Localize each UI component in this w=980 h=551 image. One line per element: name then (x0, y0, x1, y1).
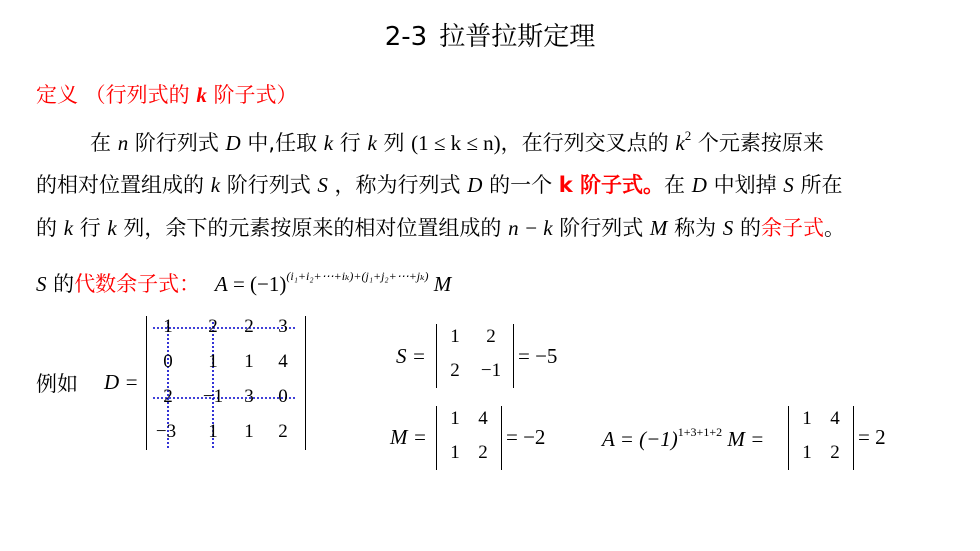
definition-heading-text-a: 定义 （行列式的 (36, 83, 197, 107)
definition-line-3 (36, 212, 845, 242)
definition-heading (36, 79, 298, 109)
var-k: k (107, 216, 117, 240)
text: 的一个 (482, 173, 559, 197)
algebraic-cofactor-term: 代数余子式： (74, 272, 201, 296)
text: 阶行列式 (220, 173, 318, 197)
text: 阶行列式 (128, 131, 226, 155)
matrix-cell: 2 (486, 326, 496, 347)
formula-exponent: (i₁+i₂+⋯+iₖ)+(j₁+j₂+⋯+jₖ) (286, 269, 429, 283)
definition-heading-text-b: 阶子式） (206, 83, 298, 107)
var-A: A (214, 272, 228, 296)
page-title (0, 16, 980, 53)
definition-line-2 (36, 169, 842, 199)
text: 在 (664, 173, 692, 197)
determinant-D (146, 316, 306, 450)
A-formula (602, 425, 764, 452)
matrix-cell: −1 (202, 386, 224, 407)
matrix-cell: 2 (450, 360, 460, 381)
var-n-minus-k: n − k (508, 216, 553, 240)
matrix-cell: 2 (830, 442, 840, 463)
S-value: = −5 (518, 344, 558, 368)
section-number: 2-3 (384, 22, 428, 52)
complementary-minor-term: 余子式 (760, 216, 824, 240)
text: ，称为行列式 (327, 173, 468, 197)
var-S: S (317, 173, 328, 197)
text: ，在行列交叉点的 (500, 131, 676, 155)
text: 。 (823, 216, 845, 240)
text: 所在 (793, 173, 843, 197)
var-k: k (210, 173, 221, 197)
matrix-cell: 2 (478, 442, 488, 463)
text: 列 (376, 131, 412, 155)
matrix-cell: −1 (480, 360, 502, 381)
matrix-cell: 2 (208, 316, 218, 337)
matrix-cell: 1 (208, 421, 218, 442)
var-S: S (36, 272, 47, 296)
definition-line-1 (90, 127, 824, 157)
matrix-cell: 1 (163, 316, 173, 337)
text: 中,任取 (240, 131, 324, 155)
matrix-cell: 1 (802, 442, 812, 463)
var-M: M (649, 216, 668, 240)
S-equals: S = (396, 344, 426, 368)
determinant-M (436, 406, 502, 470)
matrix-cell: 1 (450, 408, 460, 429)
A-M-equals: M = (722, 427, 765, 451)
definition-heading-k: k (196, 83, 207, 107)
M-value: = −2 (506, 425, 546, 449)
section-title: 拉普拉斯定理 (439, 22, 596, 52)
exponent: 2 (684, 128, 692, 143)
example-label: 例如 (36, 372, 78, 396)
k-minor-term: k 阶子式。 (558, 173, 665, 197)
text: 阶行列式 (552, 216, 650, 240)
matrix-cell: 4 (830, 408, 840, 429)
matrix-cell: 1 (244, 351, 254, 372)
matrix-cell: 1 (450, 442, 460, 463)
var-S: S (783, 173, 794, 197)
matrix-cell: 4 (278, 351, 288, 372)
text: 的 (733, 216, 761, 240)
A-base: A = (−1) (602, 427, 678, 451)
var-k: k (323, 131, 334, 155)
D-equals: D = (104, 370, 139, 394)
var-k: k (675, 131, 685, 155)
var-D: D (691, 173, 707, 197)
A-value: = 2 (858, 425, 886, 449)
var-M: M (428, 272, 452, 296)
matrix-cell: 3 (244, 386, 254, 407)
text: 的相对位置组成的 (36, 173, 211, 197)
text: 称为 (667, 216, 723, 240)
text: 的 (36, 216, 64, 240)
var-S: S (722, 216, 734, 240)
var-k: k (63, 216, 74, 240)
matrix-cell: 3 (278, 316, 288, 337)
text: 在 (90, 131, 118, 155)
matrix-cell: 1 (244, 421, 254, 442)
var-k: k (367, 131, 377, 155)
matrix-cell: 1 (208, 351, 218, 372)
matrix-cell: 2 (244, 316, 254, 337)
text: 行 (73, 216, 108, 240)
matrix-cell: −3 (155, 421, 177, 442)
M-equals: M = (390, 425, 427, 449)
text: 的 (46, 272, 75, 296)
var-D: D (467, 173, 483, 197)
matrix-cell: 0 (278, 386, 288, 407)
matrix-cell: 0 (163, 351, 173, 372)
text: 个元素按原来 (691, 131, 824, 155)
matrix-cell: 1 (802, 408, 812, 429)
determinant-A (788, 406, 854, 470)
text: 中划掉 (706, 173, 784, 197)
algebraic-cofactor-line (36, 268, 451, 298)
var-D: D (225, 131, 241, 155)
condition-expression: (1 ≤ k ≤ n) (411, 131, 501, 155)
var-n: n (117, 131, 129, 155)
matrix-cell: 2 (278, 421, 288, 442)
formula-base: = (−1) (227, 272, 287, 296)
text: 行 (333, 131, 368, 155)
determinant-S (436, 324, 514, 388)
matrix-cell: 1 (450, 326, 460, 347)
matrix-cell: 2 (163, 386, 173, 407)
A-exponent: 1+3+1+2 (677, 425, 723, 439)
matrix-cell: 4 (478, 408, 488, 429)
text: 列，余下的元素按原来的相对位置组成的 (116, 216, 509, 240)
